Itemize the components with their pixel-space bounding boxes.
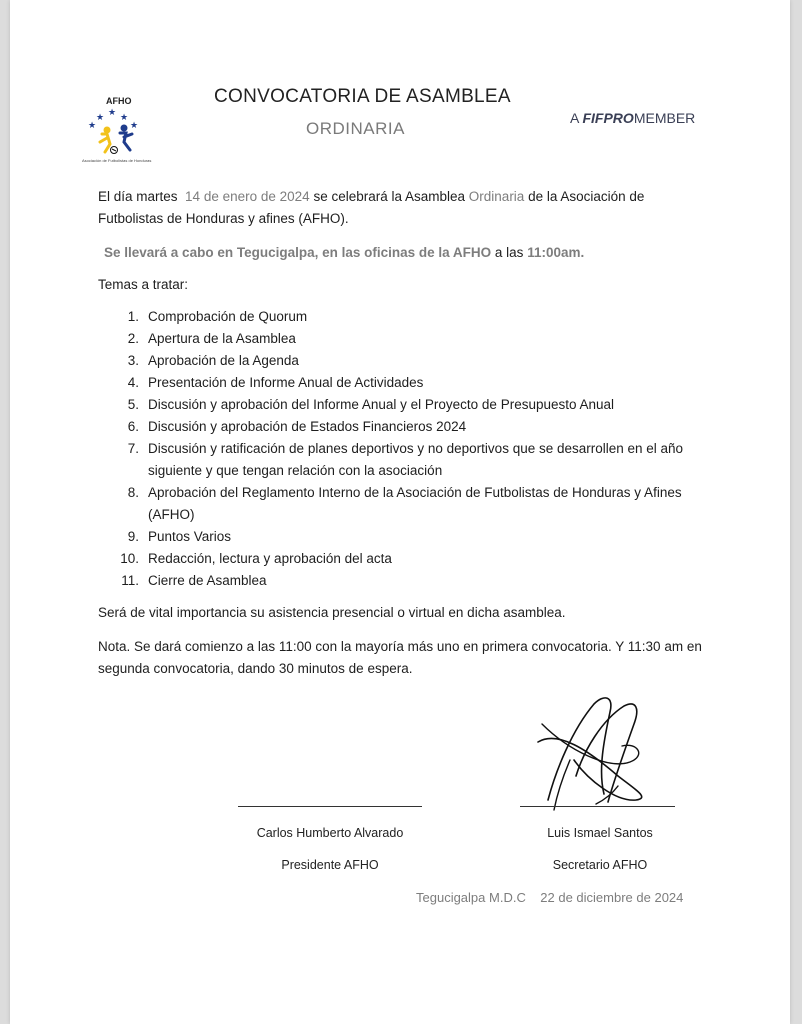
list-item	[108, 306, 728, 328]
intro-paragraph	[98, 186, 708, 230]
issue-place: Tegucigalpa M.D.C	[416, 890, 526, 905]
list-item-text: Discusión y aprobación del Informe Anual y el Proyecto de Presupuesto Anual	[148, 397, 615, 412]
logo-title: AFHO	[106, 96, 132, 106]
list-item	[108, 570, 728, 592]
document-subtitle: ORDINARIA	[306, 119, 405, 138]
logo-emblem-icon	[80, 106, 150, 158]
svg-text:★: ★	[108, 108, 117, 118]
list-item-text: Apertura de la Asamblea	[148, 331, 296, 346]
logo-caption: Asociación de Futbolistas de Honduras	[82, 158, 152, 163]
location-connector: a las	[494, 245, 524, 260]
fifpro-suffix: MEMBER	[633, 110, 696, 126]
list-item-text: Cierre de Asamblea	[148, 573, 267, 588]
list-item-text: Redacción, lectura y aprobación del acta	[148, 551, 392, 566]
afho-logo	[80, 96, 170, 174]
list-item	[108, 548, 728, 570]
list-item-text: Puntos Varios	[148, 529, 232, 544]
location-paragraph	[104, 242, 724, 264]
list-item	[108, 394, 728, 416]
attendance-note: Será de vital importancia su asistencia presencial o virtual en dicha asamblea.	[98, 605, 566, 620]
list-item-number: 8.	[127, 485, 139, 500]
issue-place-date	[416, 890, 683, 905]
issue-date: 22 de diciembre de 2024	[540, 890, 684, 905]
fifpro-prefix: A	[570, 110, 579, 126]
list-item	[108, 372, 728, 394]
list-item-number: 4.	[127, 375, 139, 390]
list-item-number: 9.	[127, 529, 139, 544]
list-item-number: 10.	[120, 551, 139, 566]
list-item	[108, 438, 728, 482]
list-item-number: 1.	[127, 309, 139, 324]
list-item-number: 5.	[127, 397, 139, 412]
list-item-text: Discusión y aprobación de Estados Financieros 2024	[148, 419, 467, 434]
list-item-number: 2.	[127, 331, 139, 346]
signature-scribble	[518, 690, 658, 830]
document-page	[10, 0, 790, 1024]
svg-text:★: ★	[120, 113, 129, 123]
svg-text:★: ★	[96, 113, 105, 123]
fifpro-member-badge	[570, 110, 695, 126]
assembly-date: 14 de enero de 2024	[185, 189, 310, 204]
list-item	[108, 526, 728, 548]
intro-text-2: se celebrará la Asamblea	[313, 189, 466, 204]
list-item-text: Aprobación de la Agenda	[148, 353, 299, 368]
list-item	[108, 328, 728, 350]
list-item-text: Presentación de Informe Anual de Actividades	[148, 375, 424, 390]
list-item	[108, 416, 728, 438]
fifpro-brand: FIFPRO	[582, 110, 634, 126]
assembly-type: Ordinaria	[468, 189, 525, 204]
signature-line-president	[238, 806, 422, 807]
secretary-name: Luis Ismael Santos	[547, 826, 653, 840]
list-item-number: 3.	[127, 353, 139, 368]
svg-text:★: ★	[88, 121, 97, 131]
signature-line-secretary	[520, 806, 675, 807]
document-title: CONVOCATORIA DE ASAMBLEA	[214, 86, 511, 107]
assembly-time: 11:00am.	[527, 245, 585, 260]
svg-text:★: ★	[130, 121, 139, 131]
list-item	[108, 482, 728, 526]
topics-list	[108, 306, 728, 592]
list-item-number: 11.	[121, 573, 139, 588]
list-item-number: 6.	[127, 419, 139, 434]
topics-heading: Temas a tratar:	[98, 277, 189, 292]
list-item-text: Comprobación de Quorum	[148, 309, 308, 324]
president-name: Carlos Humberto Alvarado	[256, 826, 404, 840]
location-text: Se llevará a cabo en Tegucigalpa, en las oficinas de la AFHO	[104, 245, 492, 260]
intro-text-1: El día martes	[98, 189, 178, 204]
list-item-text: Aprobación del Reglamento Interno de la Asociación de Futbolistas de Honduras y Afines (AFHO)	[148, 485, 682, 522]
schedule-note: Nota. Se dará comienzo a las 11:00 con la mayoría más uno en primera convocatoria. Y 11:30 am en segunda convocatoria, dando 30 minutos de espera.	[98, 639, 702, 676]
list-item-text: Discusión y ratificación de planes deportivos y no deportivos que se desarrollen en el año siguiente y que tengan relación con la asociación	[148, 441, 684, 478]
president-role: Presidente AFHO	[281, 858, 379, 872]
list-item-number: 7.	[127, 441, 139, 456]
list-item	[108, 350, 728, 372]
intro-text-3: de la Asociación de Futbolistas de Honduras y afines (AFHO).	[98, 189, 645, 226]
secretary-role: Secretario AFHO	[552, 858, 648, 872]
